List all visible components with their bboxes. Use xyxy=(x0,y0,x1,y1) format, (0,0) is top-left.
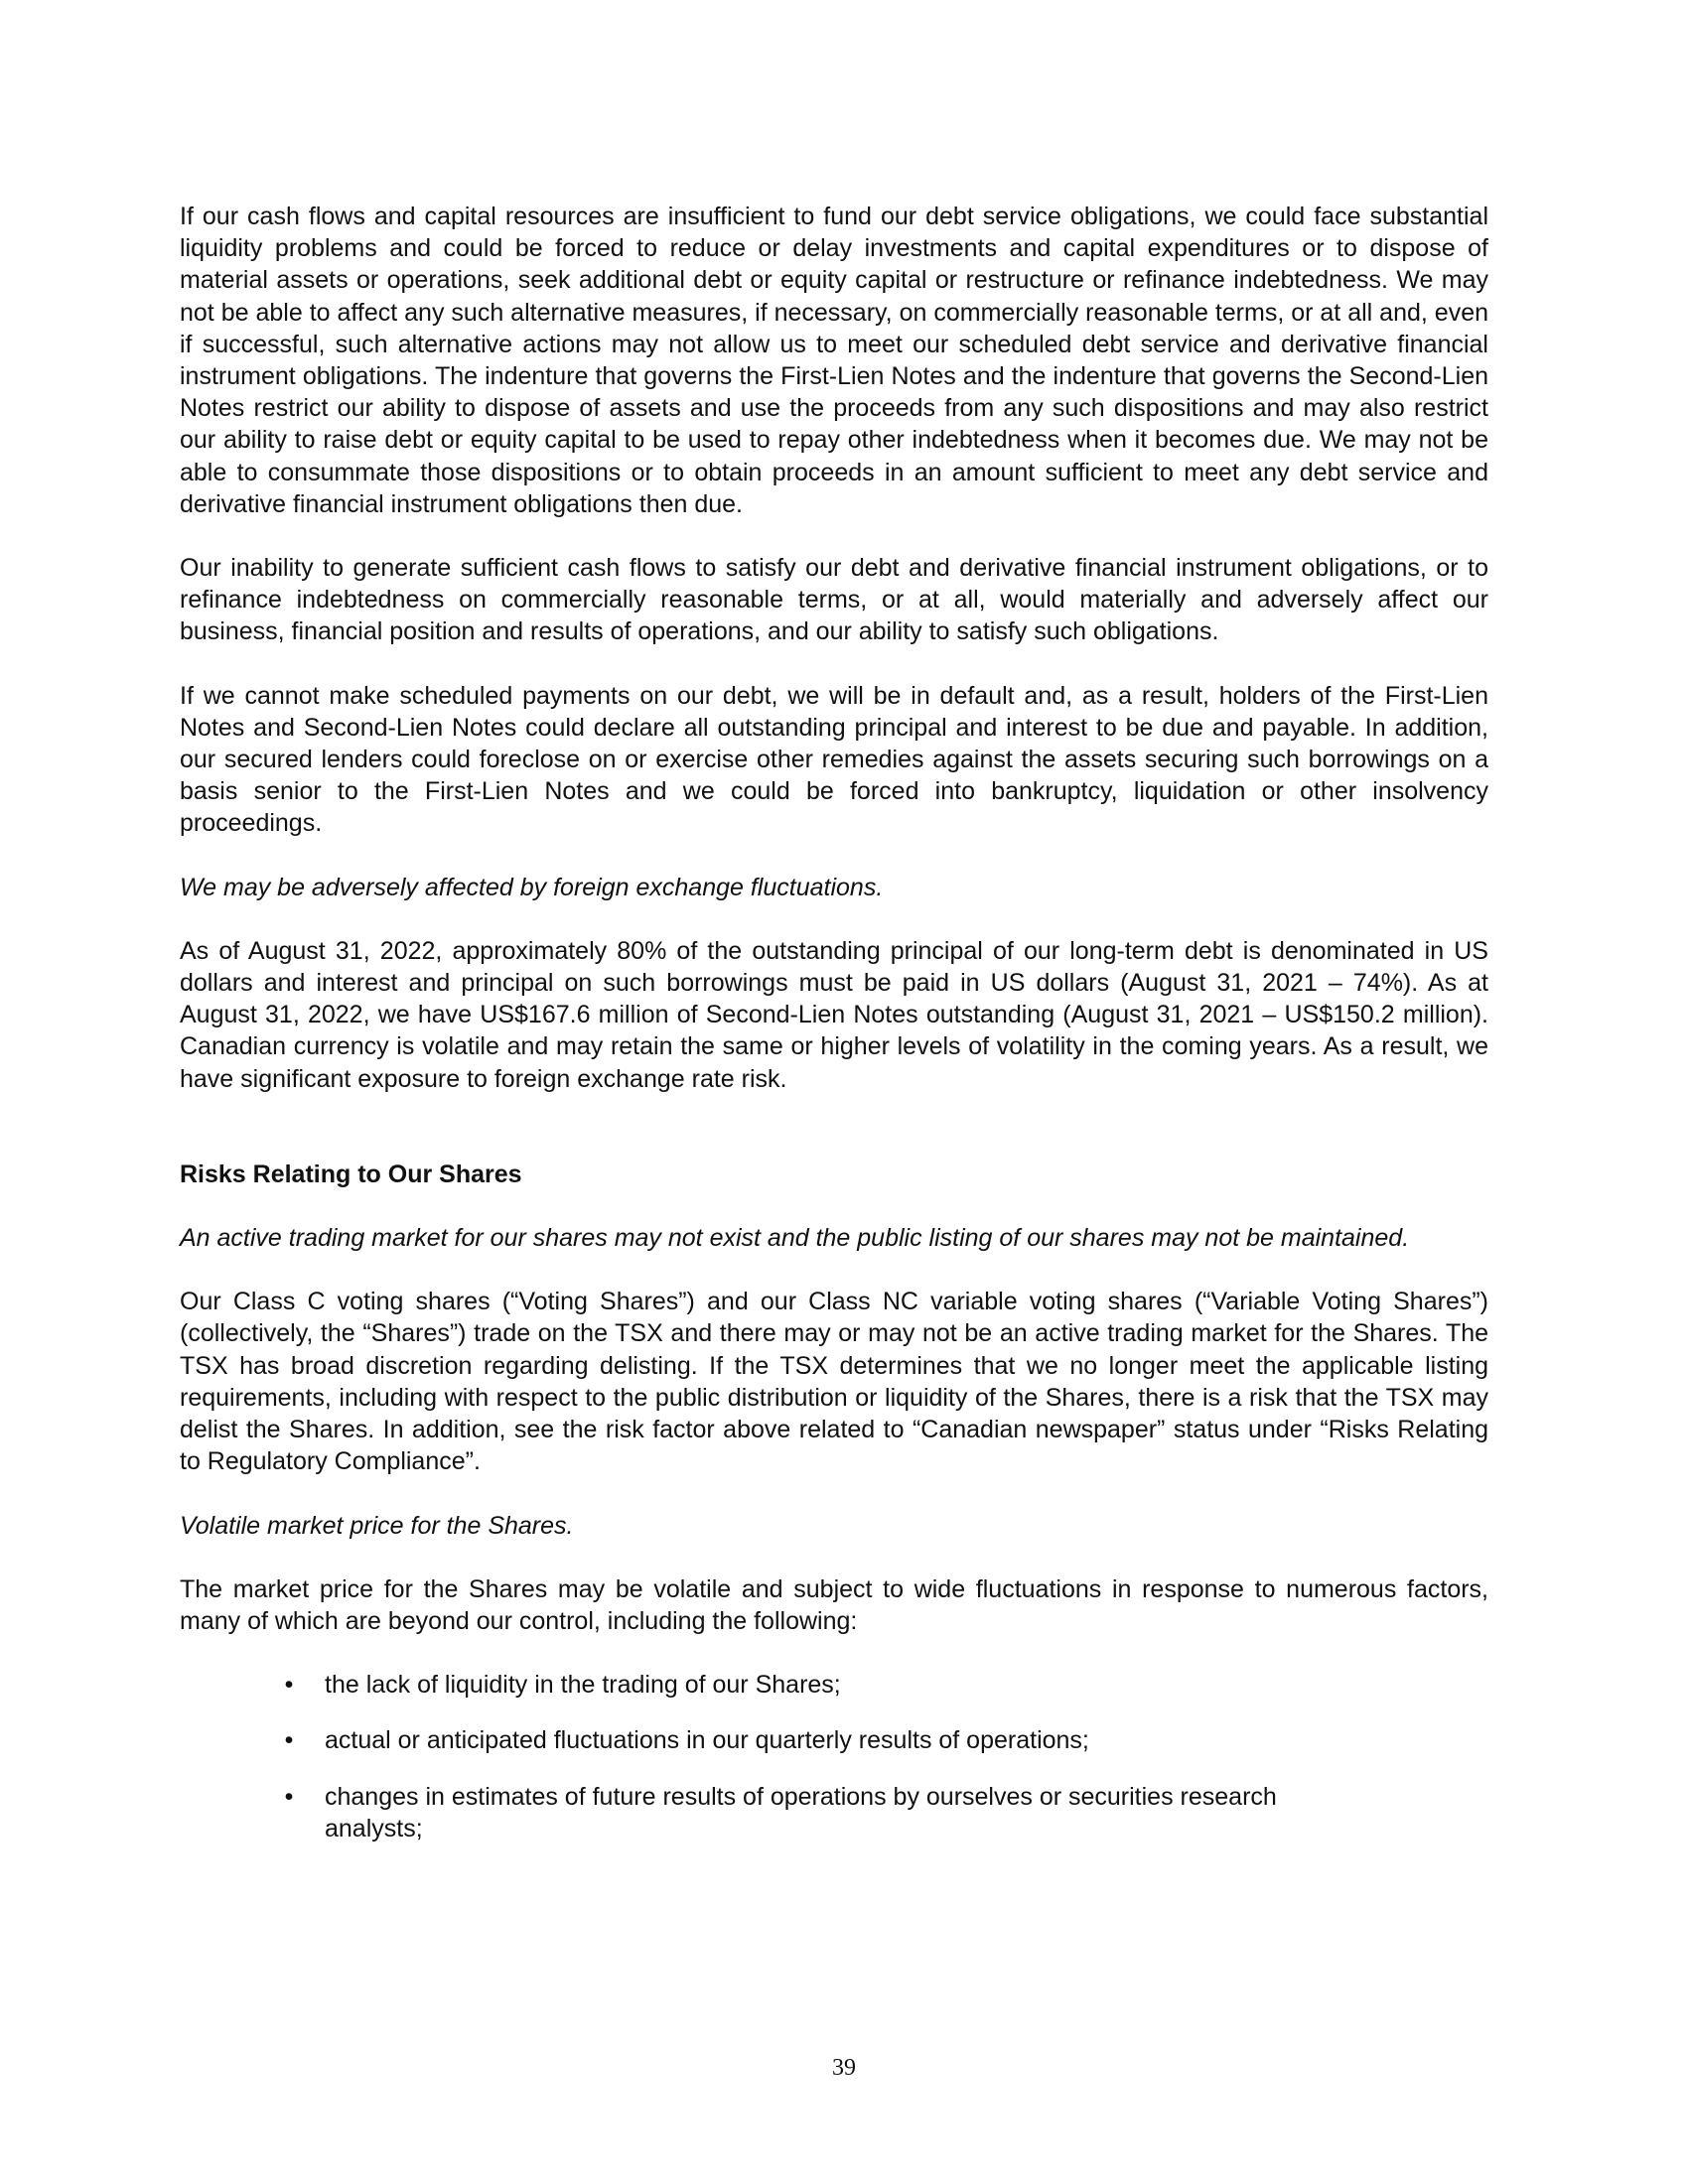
document-body xyxy=(180,201,1488,1868)
page-number: 39 xyxy=(832,2055,856,2081)
list-item xyxy=(284,1781,1328,1844)
bullet-icon: • xyxy=(284,1726,294,1755)
paragraph-debt-service: If our cash flows and capital resources are insufficient to fund our debt service obligations, we could face substantial liquidity problems and could be forced to reduce or delay investments and capital expenditures or to dispose of material assets or operations, seek additional debt or equity capital or restructure or refinance indebtedness. We may not be able to affect any such alternative measures, if necessary, on commercially reasonable terms, or at all and, even if successful, such alternative actions may not allow us to meet our scheduled debt service and derivative financial instrument obligations. The indenture that governs the First-Lien Notes and the indenture that governs the Second-Lien Notes restrict our ability to dispose of assets and use the proceeds from any such dispositions and may also restrict our ability to raise debt or equity capital to be used to repay other indebtedness when it becomes due. We may not be able to consummate those dispositions or to obtain proceeds in an amount sufficient to meet any debt service and derivative financial instrument obligations then due. xyxy=(180,203,1488,518)
list-item-text: the lack of liquidity in the trading of our Shares; xyxy=(325,1671,841,1700)
paragraph-voting-shares: Our Class C voting shares (“Voting Shares”) and our Class NC variable voting shares (“Variable Voting Shares”) (collectively, the “Shares”) trade on the TSX and there may or may not be an active trading market for the Shares. The TSX has broad discretion regarding delisting. If the TSX determines that we no longer meet the applicable listing requirements, including with respect to the public distribution or liquidity of the Shares, there is a risk that the TSX may delist the Shares. In addition, see the risk factor above related to “Canadian newspaper” status under “Risks Relating to Regulatory Compliance”. xyxy=(180,1288,1488,1476)
list-item-text: changes in estimates of future results of operations by ourselves or securities research analysts; xyxy=(325,1782,1277,1843)
paragraph-market-price: The market price for the Shares may be volatile and subject to wide fluctuations in response to numerous factors, many of which are beyond our control, including the following: xyxy=(180,1574,1488,1635)
subheading-foreign-exchange: We may be adversely affected by foreign exchange fluctuations. xyxy=(180,873,884,901)
subheading-volatile-price: Volatile market price for the Shares. xyxy=(180,1511,574,1540)
section-heading-risks-shares: Risks Relating to Our Shares xyxy=(180,1160,522,1188)
list-item xyxy=(284,1724,1328,1756)
list-item xyxy=(284,1669,1328,1701)
paragraph-foreign-exchange: As of August 31, 2022, approximately 80% of the outstanding principal of our long-term debt is denominated in US dollars and interest and principal on such borrowings must be paid in US dollars (August 31, 2021 – 74%). As at August 31, 2022, we have US$167.6 million of Second-Lien Notes outstanding (August 31, 2021 – US$150.2 million). Canadian currency is volatile and may retain the same or higher levels of volatility in the coming years. As a result, we have significant exposure to foreign exchange rate risk. xyxy=(180,936,1488,1093)
list-item-text: actual or anticipated fluctuations in our quarterly results of operations; xyxy=(325,1726,1089,1755)
bullet-icon: • xyxy=(284,1782,294,1811)
factor-list xyxy=(180,1669,1488,1844)
subheading-trading-market: An active trading market for our shares may not exist and the public listing of our shares may not be maintained. xyxy=(180,1224,1410,1253)
paragraph-default-payments: If we cannot make scheduled payments on our debt, we will be in default and, as a result, holders of the First-Lien Notes and Second-Lien Notes could declare all outstanding principal and interest to be due and payable. In addition, our secured lenders could foreclose on or exercise other remedies against the assets securing such borrowings on a basis senior to the First-Lien Notes and we could be forced into bankruptcy, liquidation or other insolvency proceedings. xyxy=(180,681,1488,838)
bullet-icon: • xyxy=(284,1671,294,1700)
paragraph-inability-cash-flows: Our inability to generate sufficient cash flows to satisfy our debt and derivative financial instrument obligations, or to refinance indebtedness on commercially reasonable terms, or at all, would materially and adversely affect our business, financial position and results of operations, and our ability to satisfy such obligations. xyxy=(180,554,1488,646)
